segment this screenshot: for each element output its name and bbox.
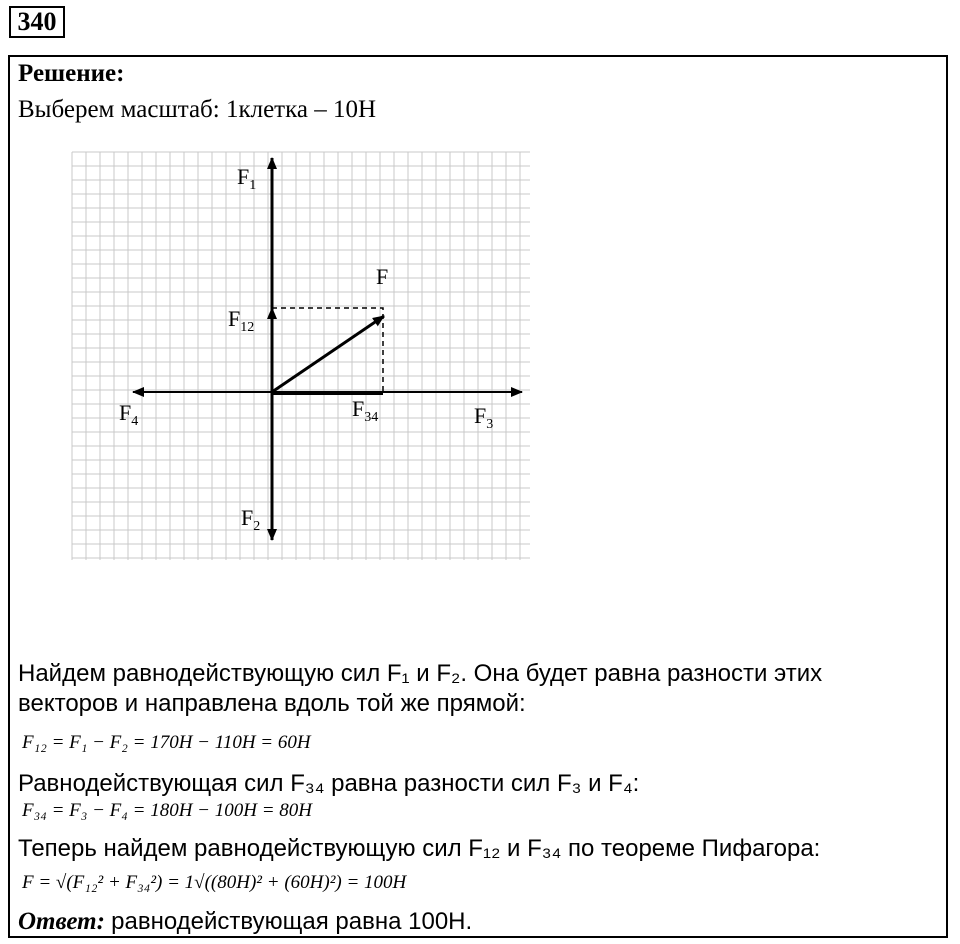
- label-f4: $F_4$: [119, 400, 139, 429]
- answer-label: Ответ:: [18, 908, 105, 935]
- answer-text: равнодействующая равна 100Н.: [111, 908, 473, 935]
- formula-f12: F₁₂ = F₁ − F₂ = 170H − 110H = 60H: [22, 732, 311, 753]
- label-f12: $F_{12}$: [228, 306, 255, 335]
- graph-paper-grid: [72, 152, 530, 560]
- answer: [18, 908, 472, 936]
- paragraph-1-line-2: векторов и направлена вдоль той же прямой:: [18, 690, 526, 717]
- paragraph-2: Равнодействующая сил F₃₄ равна разности сил F₃ и F₄:: [18, 770, 640, 797]
- label-f2: $F_2$: [241, 505, 261, 534]
- label-f3: $F_3$: [474, 403, 494, 432]
- label-f: F: [376, 264, 389, 289]
- formula-f34: F₃₄ = F₃ − F₄ = 180H − 100H = 80H: [22, 800, 313, 821]
- paragraph-3: Теперь найдем равнодействующую сил F₁₂ и F₃₄ по теореме Пифагора:: [18, 835, 821, 862]
- label-f1: $F_1$: [237, 164, 257, 193]
- vector-f-resultant: [272, 316, 384, 392]
- formula-resultant: F = √(F₁₂² + F₃₄²) = 1√((80H)² + (60H)²) = 100H: [22, 872, 407, 893]
- problem-number: 340: [9, 6, 65, 38]
- label-f34: $F_{34}$: [352, 396, 379, 425]
- scale-text: Выберем масштаб: 1клетка – 10Н: [18, 96, 377, 123]
- paragraph-1-line-1: Найдем равнодействующую сил F₁ и F₂. Она будет равна разности этих: [18, 660, 823, 687]
- solution-heading: Решение:: [18, 60, 125, 87]
